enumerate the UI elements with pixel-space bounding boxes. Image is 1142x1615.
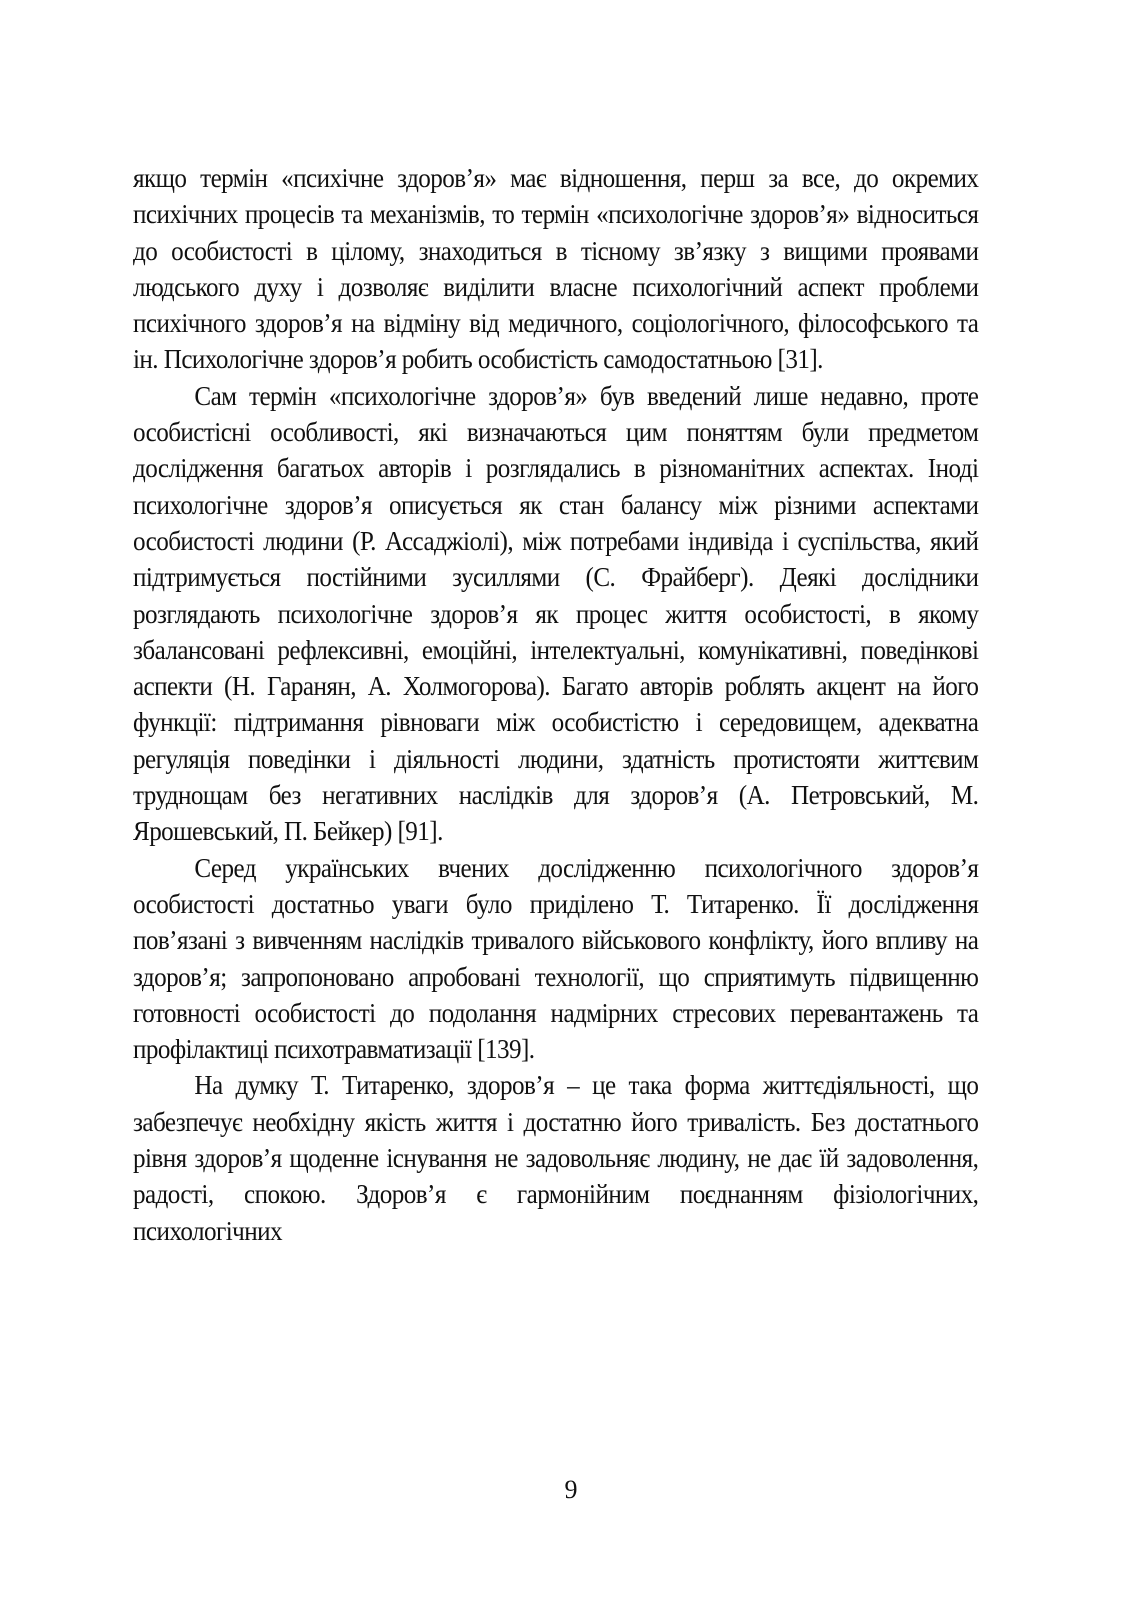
page-number: 9	[564, 1475, 578, 1504]
body-text	[133, 160, 978, 1249]
paragraph-2: Сам термін «психологічне здоров’я» був введений лише недавно, проте особистісні особливості, які визначаються цим поняттям були предметом дослідження багатьох авторів і розглядались в різноманітних аспектах. Іноді психологічне здоров’я описується як стан балансу між різними аспектами особистості людини (Р. Ассаджіолі), між потребами індивіда і суспільства, який підтримується постійними зусиллями (С. Фрайберг). Деякі дослідники розглядають психологічне здоров’я як процес життя особистості, в якому збалансовані рефлексивні, емоційні, інтелектуальні, комунікативні, поведінкові аспекти (Н. Гаранян, А. Холмогорова). Багато авторів роблять акцент на його функції: підтримання рівноваги між особистістю і середовищем, адекватна регуляція поведінки і діяльності людини, здатність протистояти життєвим труднощам без негативних наслідків для здоров’я (А. Петровський, М. Ярошевський, П. Бейкер) [91].	[133, 380, 979, 847]
paragraph-4: На думку Т. Титаренко, здоров’я – це така форма життєдіяльності, що забезпечує необхідну якість життя і достатню його тривалість. Без достатнього рівня здоров’я щоденне існування не задовольняє людину, не дає їй задоволення, радості, спокою. Здоров’я є гармонійним поєднанням фізіологічних, психологічних	[133, 1070, 979, 1246]
paragraph-1: якщо термін «психічне здоров’я» має відношення, перш за все, до окремих психічних процесів та механізмів, то термін «психологічне здоров’я» відноситься до особистості в цілому, знаходиться в тісному зв’язку з вищими проявами людського духу і дозволяє виділити власне психологічний аспект проблеми психічного здоров’я на відміну від медичного, соціологічного, філософського та ін. Психологічне здоров’я робить особистість самодостатньою [31].	[133, 163, 979, 375]
paragraph-3: Серед українських вчених дослідженню психологічного здоров’я особистості достатньо уваги було приділено Т. Титаренко. Її дослідження пов’язані з вивченням наслідків тривалого військового конфлікту, його впливу на здоров’я; запропоновано апробовані технології, що сприятимуть підвищенню готовності особистості до подолання надмірних стресових перевантажень та профілактиці психотравматизації [139].	[133, 852, 979, 1065]
